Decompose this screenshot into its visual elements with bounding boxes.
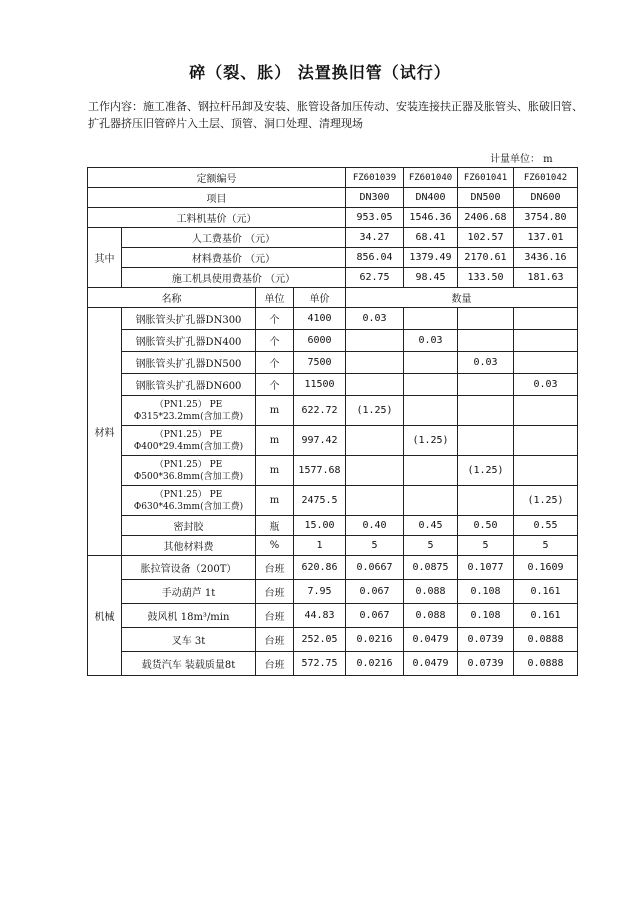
- material-quantity: [458, 374, 514, 396]
- machinery-name: 鼓风机 18m³/min: [122, 604, 256, 628]
- material-name-line: （PN1.25） PE: [154, 489, 223, 500]
- quota-table: [87, 167, 578, 676]
- machine-cost-value: 181.63: [514, 268, 578, 288]
- material-quantity: 5: [346, 536, 404, 556]
- machinery-quantity: 0.088: [404, 580, 458, 604]
- material-name: [122, 396, 256, 426]
- material-quantity: [404, 486, 458, 516]
- material-cost-label: 材料费基价 （元）: [122, 248, 346, 268]
- material-price: 2475.5: [294, 486, 346, 516]
- base-price-label: 工料机基价（元）: [88, 208, 346, 228]
- machinery-quantity: 0.0216: [346, 628, 404, 652]
- material-price: 6000: [294, 330, 346, 352]
- base-price-value: 1546.36: [404, 208, 458, 228]
- machine-cost-row: [88, 268, 578, 288]
- material-quantity: [404, 374, 458, 396]
- material-quantity: 0.45: [404, 516, 458, 536]
- material-row: [88, 308, 578, 330]
- machinery-quantity: 0.0216: [346, 652, 404, 676]
- material-row: [88, 352, 578, 374]
- material-spec-line: Φ400*29.4mm(含加工费): [133, 441, 244, 452]
- machinery-unit: 台班: [256, 604, 294, 628]
- material-quantity: [458, 308, 514, 330]
- material-name-line: 钢胀管头扩孔器DN300: [135, 315, 242, 326]
- item-spec: DN300: [346, 188, 404, 208]
- material-quantity: [458, 426, 514, 456]
- machinery-price: 44.83: [294, 604, 346, 628]
- material-price: 622.72: [294, 396, 346, 426]
- material-row: [88, 374, 578, 396]
- quota-code: FZ601040: [404, 168, 458, 188]
- quota-code-row: [88, 168, 578, 188]
- material-quantity: [458, 486, 514, 516]
- material-quantity: [514, 456, 578, 486]
- material-name-line: 钢胀管头扩孔器DN400: [135, 337, 242, 348]
- material-spec-line: Φ500*36.8mm(含加工费): [133, 471, 244, 482]
- base-price-value: 953.05: [346, 208, 404, 228]
- material-quantity: [346, 486, 404, 516]
- machinery-quantity: 0.0739: [458, 628, 514, 652]
- among-label: 其中: [88, 228, 122, 288]
- labor-cost-value: 68.41: [404, 228, 458, 248]
- quantity-header: 数量: [346, 288, 578, 308]
- material-quantity: (1.25): [458, 456, 514, 486]
- quota-code: FZ601042: [514, 168, 578, 188]
- item-row: [88, 188, 578, 208]
- material-quantity: 0.03: [514, 374, 578, 396]
- material-quantity: [404, 308, 458, 330]
- item-spec: DN600: [514, 188, 578, 208]
- material-row: [88, 426, 578, 456]
- machinery-quantity: 0.1077: [458, 556, 514, 580]
- labor-cost-label: 人工费基价 （元）: [122, 228, 346, 248]
- material-name-line: 钢胀管头扩孔器DN500: [135, 359, 242, 370]
- material-unit: m: [256, 426, 294, 456]
- material-cost-value: 3436.16: [514, 248, 578, 268]
- machine-cost-value: 62.75: [346, 268, 404, 288]
- labor-cost-value: 102.57: [458, 228, 514, 248]
- material-quantity: [458, 330, 514, 352]
- material-name: [122, 516, 256, 536]
- material-name: [122, 374, 256, 396]
- material-unit: 个: [256, 308, 294, 330]
- material-cost-value: 2170.61: [458, 248, 514, 268]
- machinery-price: 572.75: [294, 652, 346, 676]
- machine-cost-value: 133.50: [458, 268, 514, 288]
- material-price: 1: [294, 536, 346, 556]
- work-content: 工作内容：施工准备、钢拉杆吊卸及安装、胀管设备加压传动、安装连接扶正器及胀管头、胀破旧管、扩孔器挤压旧管碎片入土层、顶管、洞口处理、清理现场: [88, 100, 583, 130]
- machinery-quantity: 0.067: [346, 580, 404, 604]
- machinery-unit: 台班: [256, 652, 294, 676]
- material-price: 997.42: [294, 426, 346, 456]
- material-quantity: [514, 308, 578, 330]
- material-spec-line: Φ630*46.3mm(含加工费): [133, 501, 244, 512]
- machinery-row: [88, 556, 578, 580]
- page-title: 碎（裂、胀） 法置换旧管（试行）: [189, 63, 451, 82]
- machinery-unit: 台班: [256, 556, 294, 580]
- material-row: [88, 396, 578, 426]
- material-quantity: 5: [404, 536, 458, 556]
- machinery-quantity: 0.088: [404, 604, 458, 628]
- material-quantity: 0.03: [404, 330, 458, 352]
- base-price-value: 2406.68: [458, 208, 514, 228]
- material-quantity: [404, 396, 458, 426]
- machinery-group-label: 机械: [88, 556, 122, 676]
- material-quantity: 0.03: [458, 352, 514, 374]
- material-quantity: [514, 396, 578, 426]
- machinery-name: 胀拉管设备（200T）: [122, 556, 256, 580]
- material-unit: 个: [256, 352, 294, 374]
- quota-code: FZ601039: [346, 168, 404, 188]
- material-quantity: [346, 456, 404, 486]
- material-quantity: [346, 374, 404, 396]
- machinery-unit: 台班: [256, 580, 294, 604]
- material-name: [122, 352, 256, 374]
- material-name-line: 钢胀管头扩孔器DN600: [135, 381, 242, 392]
- materials-group-label: 材料: [88, 308, 122, 556]
- material-quantity: (1.25): [514, 486, 578, 516]
- machine-cost-value: 98.45: [404, 268, 458, 288]
- machinery-quantity: 0.0479: [404, 628, 458, 652]
- material-quantity: [346, 352, 404, 374]
- machinery-quantity: 0.108: [458, 604, 514, 628]
- machinery-quantity: 0.0875: [404, 556, 458, 580]
- material-unit: 瓶: [256, 516, 294, 536]
- labor-cost-row: [88, 228, 578, 248]
- material-quantity: [514, 352, 578, 374]
- material-quantity: 0.40: [346, 516, 404, 536]
- material-quantity: [346, 330, 404, 352]
- material-unit: m: [256, 486, 294, 516]
- material-unit: 个: [256, 374, 294, 396]
- material-price: 11500: [294, 374, 346, 396]
- material-quantity: (1.25): [404, 426, 458, 456]
- material-quantity: 5: [514, 536, 578, 556]
- material-row: [88, 536, 578, 556]
- machinery-price: 252.05: [294, 628, 346, 652]
- machinery-quantity: 0.0479: [404, 652, 458, 676]
- material-quantity: [514, 330, 578, 352]
- machinery-row: [88, 604, 578, 628]
- material-name: [122, 330, 256, 352]
- material-quantity: [514, 426, 578, 456]
- machinery-quantity: 0.0739: [458, 652, 514, 676]
- material-unit: 个: [256, 330, 294, 352]
- material-name-line: （PN1.25） PE: [154, 429, 223, 440]
- labor-cost-value: 137.01: [514, 228, 578, 248]
- machinery-row: [88, 652, 578, 676]
- machinery-price: 7.95: [294, 580, 346, 604]
- material-spec-line: Φ315*23.2mm(含加工费): [133, 411, 244, 422]
- price-header: 单价: [294, 288, 346, 308]
- machinery-quantity: 0.0888: [514, 652, 578, 676]
- material-quantity: [346, 426, 404, 456]
- item-label: 项目: [88, 188, 346, 208]
- material-name: [122, 456, 256, 486]
- machinery-quantity: 0.161: [514, 580, 578, 604]
- material-cost-row: [88, 248, 578, 268]
- name-header: 名称: [88, 288, 256, 308]
- material-price: 1577.68: [294, 456, 346, 486]
- material-price: 4100: [294, 308, 346, 330]
- material-price: 15.00: [294, 516, 346, 536]
- material-name: [122, 536, 256, 556]
- material-quantity: 0.50: [458, 516, 514, 536]
- material-quantity: [404, 352, 458, 374]
- material-quantity: 0.03: [346, 308, 404, 330]
- material-unit: m: [256, 396, 294, 426]
- unit-header: 单位: [256, 288, 294, 308]
- material-quantity: (1.25): [346, 396, 404, 426]
- item-spec: DN400: [404, 188, 458, 208]
- material-unit: m: [256, 456, 294, 486]
- material-unit: %: [256, 536, 294, 556]
- base-price-value: 3754.80: [514, 208, 578, 228]
- machinery-quantity: 0.108: [458, 580, 514, 604]
- material-row: [88, 516, 578, 536]
- machinery-quantity: 0.1609: [514, 556, 578, 580]
- material-name: [122, 308, 256, 330]
- material-price: 7500: [294, 352, 346, 374]
- machinery-quantity: 0.0888: [514, 628, 578, 652]
- column-header-row: [88, 288, 578, 308]
- material-name-line: 密封胶: [173, 522, 204, 533]
- material-name-line: （PN1.25） PE: [154, 459, 223, 470]
- machinery-name: 手动葫芦 1t: [122, 580, 256, 604]
- machinery-name: 载货汽车 装载质量8t: [122, 652, 256, 676]
- material-row: [88, 486, 578, 516]
- material-quantity: [458, 396, 514, 426]
- base-price-row: [88, 208, 578, 228]
- item-spec: DN500: [458, 188, 514, 208]
- quota-code: FZ601041: [458, 168, 514, 188]
- material-name: [122, 426, 256, 456]
- material-row: [88, 456, 578, 486]
- machinery-row: [88, 628, 578, 652]
- machinery-price: 620.86: [294, 556, 346, 580]
- material-name-line: （PN1.25） PE: [154, 399, 223, 410]
- material-cost-value: 856.04: [346, 248, 404, 268]
- machinery-quantity: 0.0667: [346, 556, 404, 580]
- quota-code-label: 定额编号: [88, 168, 346, 188]
- material-name: [122, 486, 256, 516]
- material-quantity: 0.55: [514, 516, 578, 536]
- machinery-unit: 台班: [256, 628, 294, 652]
- machine-cost-label: 施工机具使用费基价 （元）: [122, 268, 346, 288]
- machinery-quantity: 0.067: [346, 604, 404, 628]
- machinery-name: 叉车 3t: [122, 628, 256, 652]
- material-name-line: 其他材料费: [163, 542, 214, 553]
- machinery-row: [88, 580, 578, 604]
- measurement-unit-note: 计量单位： m: [490, 154, 553, 165]
- material-quantity: [404, 456, 458, 486]
- material-quantity: 5: [458, 536, 514, 556]
- material-row: [88, 330, 578, 352]
- material-cost-value: 1379.49: [404, 248, 458, 268]
- labor-cost-value: 34.27: [346, 228, 404, 248]
- machinery-quantity: 0.161: [514, 604, 578, 628]
